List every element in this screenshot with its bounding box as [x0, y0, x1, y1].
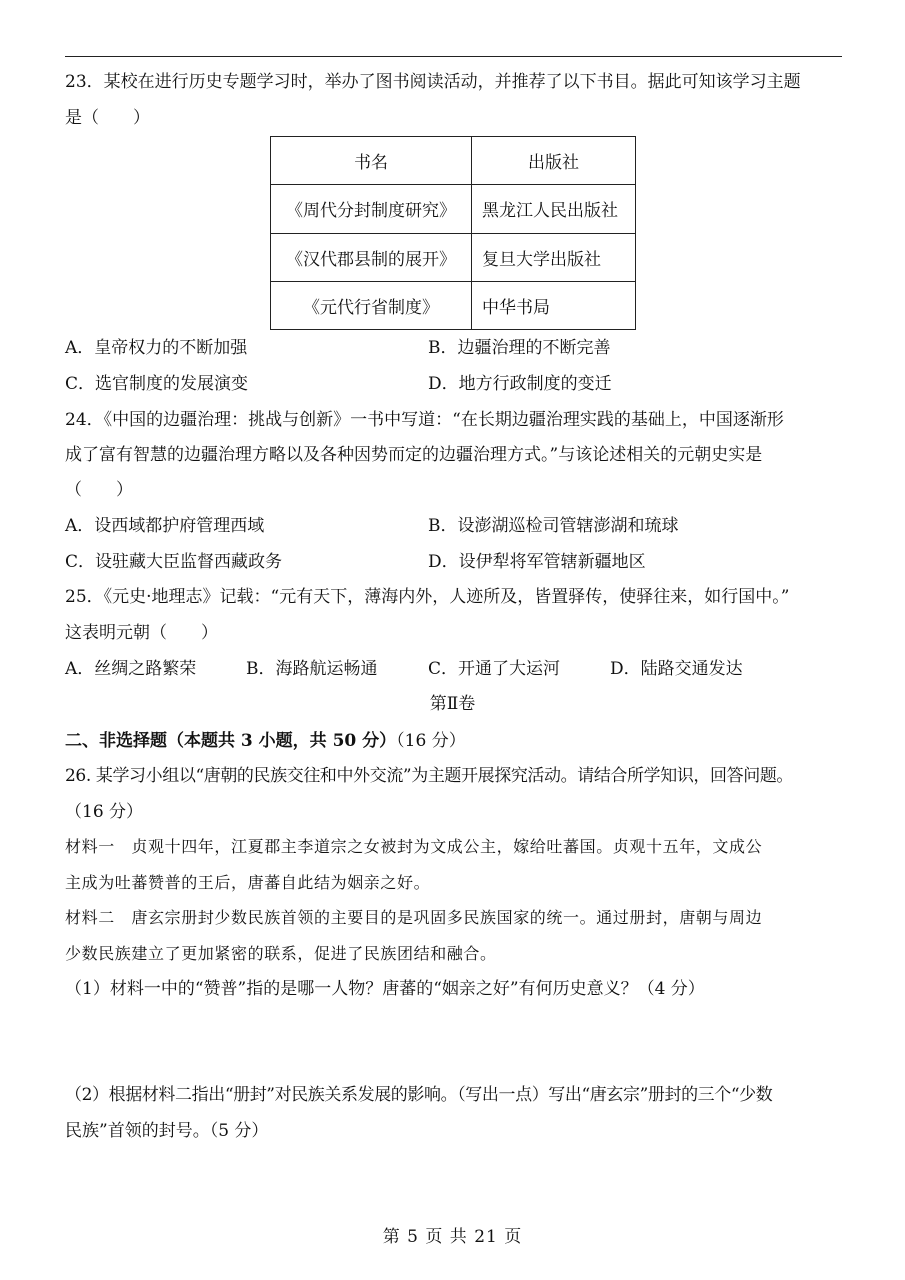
table-row: [271, 281, 636, 329]
q24-option-d: D．设伊犁将军管辖新疆地区: [428, 552, 646, 572]
material-two-line2: 少数民族建立了更加紧密的联系，促进了民族团结和融合。: [65, 944, 497, 963]
sub-question-1: （1）材料一中的“赞普”指的是哪一人物？唐蕃的“姻亲之好”有何历史意义？（4 分）: [65, 979, 705, 999]
q23-option-a: A．皇帝权力的不断加强: [65, 338, 248, 358]
q23-stem-line2: 是（ ）: [65, 108, 150, 128]
material-one-line1: 材料一 贞观十四年，江夏郡主李道宗之女被封为文成公主，嫁给吐蕃国。贞观十五年，文成公: [65, 837, 763, 856]
page-footer: 第 5 页 共 21 页: [382, 1227, 523, 1247]
q26-stem-line2: （16 分）: [65, 802, 144, 822]
q24-option-a: A．设西域都护府管理西域: [65, 516, 265, 536]
book-title-cell: 《周代分封制度研究》: [271, 185, 472, 233]
material-two-line1: 材料二 唐玄宗册封少数民族首领的主要目的是巩固多民族国家的统一。通过册封，唐朝与周边: [65, 908, 763, 927]
q23-stem-line1: 23．某校在进行历史专题学习时，举办了图书阅读活动，并推荐了以下书目。据此可知该学习主题: [65, 72, 801, 92]
q26-stem-line1: 26. 某学习小组以“唐朝的民族交往和中外交流”为主题开展探究活动。请结合所学知识，回答问题。: [65, 766, 794, 786]
q23-option-d: D．地方行政制度的变迁: [428, 374, 612, 394]
book-title-cell: 《汉代郡县制的展开》: [271, 233, 472, 281]
table-row: [271, 233, 636, 281]
q24-stem-line3: （ ）: [65, 480, 133, 500]
q24-stem-line1: 24．《中国的边疆治理：挑战与创新》一书中写道：“在长期边疆治理实践的基础上，中国逐渐形: [65, 410, 784, 430]
q25-option-b: B．海路航运畅通: [246, 659, 378, 679]
q24-option-b: B．设澎湖巡检司管辖澎湖和琉球: [428, 516, 679, 536]
q24-option-c: C．设驻藏大臣监督西藏政务: [65, 552, 283, 572]
q23-option-c: C．选官制度的发展演变: [65, 374, 249, 394]
q25-stem-line2: 这表明元朝（ ）: [65, 623, 218, 643]
publisher-cell: 黑龙江人民出版社: [472, 185, 636, 233]
table-header-row: [271, 137, 636, 185]
q24-stem-line2: 成了富有智慧的边疆治理方略以及各种因势而定的边疆治理方式。”与该论述相关的元朝史实是: [65, 445, 763, 465]
book-title-cell: 《元代行省制度》: [271, 281, 472, 329]
publisher-cell: 复旦大学出版社: [472, 233, 636, 281]
section-heading: [65, 729, 466, 753]
q25-option-c: C．开通了大运河: [428, 659, 561, 679]
q23-option-b: B．边疆治理的不断完善: [428, 338, 611, 358]
sub-question-2-line1: （2）根据材料二指出“册封”对民族关系发展的影响。（写出一点）写出“唐玄宗”册封的三个“少数: [65, 1085, 773, 1105]
q25-option-d: D．陆路交通发达: [610, 659, 743, 679]
header-book-title: 书名: [271, 137, 472, 185]
header-rule: [65, 56, 842, 57]
sub-question-2-line2: 民族”首领的封号。（5 分）: [65, 1121, 269, 1141]
book-list-table: [270, 136, 636, 330]
publisher-cell: 中华书局: [472, 281, 636, 329]
material-one-line2: 主成为吐蕃赞普的王后，唐蕃自此结为姻亲之好。: [65, 873, 431, 892]
table-row: [271, 185, 636, 233]
section-heading-text: 二、非选择题（本题共 3 小题，共 50 分）: [65, 731, 397, 751]
q25-stem-line1: 25．《元史·地理志》记载：“元有天下，薄海内外，人迹所及，皆置驿传，使驿往来，如行国中。”: [65, 587, 790, 607]
section-points: （16 分）: [396, 731, 466, 751]
q25-option-a: A．丝绸之路繁荣: [65, 659, 197, 679]
header-publisher: 出版社: [472, 137, 636, 185]
part-ii-title: 第Ⅱ卷: [429, 694, 476, 714]
